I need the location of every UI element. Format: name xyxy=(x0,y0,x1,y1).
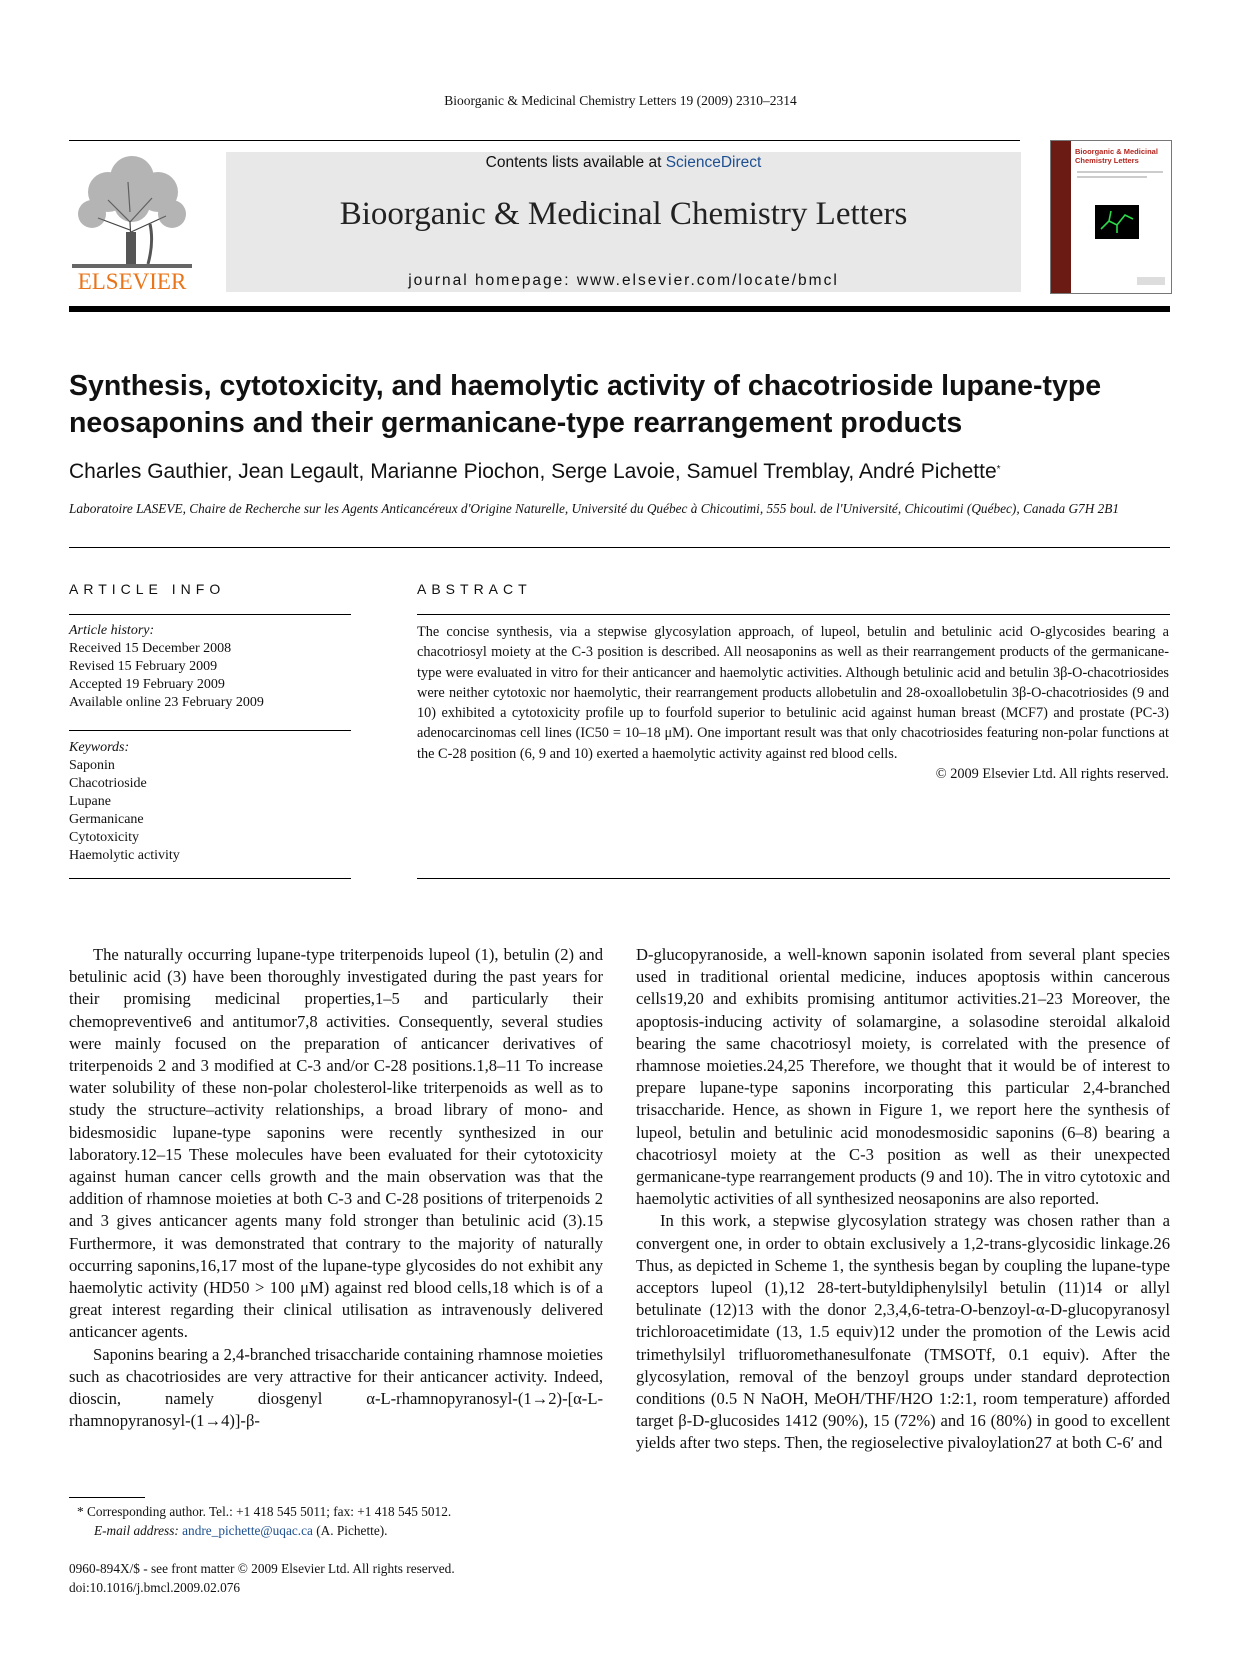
body-column-right xyxy=(636,944,1170,1455)
header-bottom-rule xyxy=(69,306,1170,312)
journal-cover-thumbnail xyxy=(1050,140,1172,294)
footnote-rule xyxy=(69,1497,145,1498)
elsevier-wordmark: ELSEVIER xyxy=(77,269,187,292)
header-top-rule xyxy=(69,140,1020,141)
abstract-text: The concise synthesis, via a stepwise glycosylation approach, of lupeol, betulin and betulinic acid O-glycosides bearing a chacotriosyl moiety at the C-3 position is described. All neosaponins as well as their rearrangement products of the germanicane-type were evaluated in vitro for their anticancer and haemolytic activities. Although betulinic acid and betulin 3β-O-chacotriosides were neither cytotoxic nor haemolytic, their rearrangement products allobetulin and 28-oxoallobetulin 3β-O-chacotriosides (9 and 10) exhibited a cytotoxicity profile up to fourfold superior to betulinic acid against human breast (MCF7) and prostate (PC-3) adenocarcinomas cell lines (IC50 = 10–18 μM). One important result was that only chacotriosides featuring non-polar functions at the C-28 position (6, 9 and 10) exerted a haemolytic activity against red blood cells. xyxy=(417,624,1169,762)
journal-homepage[interactable]: journal homepage: www.elsevier.com/locate/bmcl xyxy=(408,272,839,289)
footnote-mark: * xyxy=(77,1504,84,1519)
email-suffix: (A. Pichette). xyxy=(316,1522,388,1538)
article-identifiers xyxy=(69,1560,629,1597)
article-history xyxy=(69,622,351,712)
keyword-item: Cytotoxicity xyxy=(69,830,139,845)
body-paragraph: Saponins bearing a 2,4-branched trisaccharide containing rhamnose moieties such as chacotriosides are very attractive for their anticancer activity. Indeed, dioscin, namely diosgenyl α-L-rhamnopyranosyl-(1→2)-[α-L-rhamnopyranosyl-(1→4)]-β- xyxy=(69,1344,603,1431)
footnote xyxy=(77,1503,597,1540)
article-info-heading: ARTICLE INFO xyxy=(69,581,226,597)
keywords-label: Keywords: xyxy=(69,740,130,755)
history-revised: Revised 15 February 2009 xyxy=(69,659,218,674)
article-info-rule xyxy=(69,614,351,615)
keywords xyxy=(69,739,351,865)
footnote-corresponding xyxy=(77,1503,597,1522)
article-title: Synthesis, cytotoxicity, and haemolytic activity of chacotrioside lupane-type neosaponins and their germanicane-type rearrangement products xyxy=(69,370,1102,439)
body-paragraph: The naturally occurring lupane-type triterpenoids lupeol (1), betulin (2) and betulinic acid (3) have been thoroughly investigated during the past years for their promising medicinal properties,1–5 and particularly their chemopreventive6 and antitumor7,8 activities. Consequently, several studies were mainly focused on the preparation of anticancer derivatives of triterpenoids 2 and 3 modified at C-3 and/or C-28 positions.1,8–11 To increase water solubility of these non-polar cholesterol-like triterpenoids as well as to study the structure–activity relationships, a broad library of mono- and bidesmosidic lupane-type saponins were recently synthesized in our laboratory.12–15 These molecules have been evaluated for their cytotoxicity against human cancer cells growth and the main observation was that the addition of rhamnose moieties at both C-3 and C-28 positions of triterpenoids 2 and 3 gives anticancer agents many fold stronger than betulinic acid (3).15 Furthermore, it was demonstrated that contrary to the majority of naturally occurring saponins,16,17 most of the lupane-type glycosides do not exhibit any haemolytic activity (HD50 > 100 μM) against red blood cells,18 which is of a great interest regarding their clinical utilisation as intravenously delivered anticancer agents. xyxy=(69,945,603,1342)
keywords-rule xyxy=(69,878,351,879)
keyword-item: Chacotrioside xyxy=(69,776,147,791)
contents-line xyxy=(226,154,1021,172)
elsevier-logo xyxy=(68,152,196,292)
email-label: E-mail address: xyxy=(94,1522,179,1538)
keyword-item: Saponin xyxy=(69,758,115,773)
cover-title: Bioorganic & Medicinal Chemistry Letters xyxy=(1075,147,1158,165)
footnote-corresponding-text: Corresponding author. Tel.: +1 418 545 5011; fax: +1 418 545 5012. xyxy=(86,1504,452,1519)
body-paragraph: D-glucopyranoside, a well-known saponin isolated from several plant species used in traditional oriental medicine, induces apoptosis within cancerous cells19,20 and exhibits promising antitumor activities.21–23 Moreover, the apoptosis-inducing activity of solamargine, a solasodine steroidal alkaloid bearing the same chacotriosyl moiety, is correlated with the presence of rhamnose moieties.24,25 Therefore, we thought that it would be of interest to prepare lupane-type saponins incorporating this particular 2,4-branched trisaccharide. Hence, as shown in Figure 1, we report here the synthesis of lupeol, betulin and betulinic acid monodesmosidic saponins (6–8) bearing a chacotriosyl moiety at the C-3 position as well as their unexpected germanicane-type rearrangement products (9 and 10). The in vitro cytotoxic and haemolytic activities of all synthesized neosaponins are also reported. xyxy=(636,945,1170,1209)
history-label: Article history: xyxy=(69,623,155,638)
history-rule xyxy=(69,730,351,731)
author-corresponding-mark: * xyxy=(996,464,1001,475)
journal-reference: Bioorganic & Medicinal Chemistry Letters 19 (2009) 2310–2314 xyxy=(444,93,797,108)
cover-molecule-image xyxy=(1095,205,1139,239)
keyword-item: Lupane xyxy=(69,794,111,809)
history-accepted: Accepted 19 February 2009 xyxy=(69,677,225,692)
abstract-copyright: © 2009 Elsevier Ltd. All rights reserved. xyxy=(935,766,1169,783)
authors-text: Charles Gauthier, Jean Legault, Marianne Piochon, Serge Lavoie, Samuel Tremblay, André Pichette xyxy=(69,460,997,483)
history-online: Available online 23 February 2009 xyxy=(69,695,264,710)
abstract-bottom-rule xyxy=(417,878,1170,879)
keyword-item: Germanicane xyxy=(69,812,144,827)
body-column-left xyxy=(69,944,603,1432)
abstract-block xyxy=(417,622,1169,784)
journal-name: Bioorganic & Medicinal Chemistry Letters xyxy=(339,196,908,232)
affiliation: Laboratoire LASEVE, Chaire de Recherche sur les Agents Anticancéreux d'Origine Naturelle, Université du Québec à Chicoutimi, 555 boul. de l'Université, Chicoutimi (Québec), Canada G7H 2B1 xyxy=(69,501,1120,516)
doi-line[interactable]: doi:10.1016/j.bmcl.2009.02.076 xyxy=(69,1579,241,1595)
footnote-email-line xyxy=(77,1522,597,1541)
body-paragraph: In this work, a stepwise glycosylation strategy was chosen rather than a convergent one, in order to obtain exclusively a 1,2-trans-glycosidic linkage.26 Thus, as depicted in Scheme 1, the synthesis began by coupling the lupane-type acceptors lupeol (1),12 28-tert-butyldiphenylsilyl betulin (11)14 or allyl betulinate (12)13 with the donor 2,3,4,6-tetra-O-benzoyl-α-D-glucopyranosyl trichloroacetimidate (13, 1.5 equiv)12 under the promotion of the Lewis acid trimethylsilyl trifluoromethanesulfonate (TMSOTf, 0.1 equiv). After the glycosylation, removal of the benzoyl groups under standard deprotection conditions (0.5 N NaOH, MeOH/THF/H2O 1:2:1, room temperature) afforded target β-D-glucosides 1412 (90%), 15 (72%) and 16 (80%) in good to excellent yields after two steps. Then, the regioselective pivaloylation27 at both C-6′ and xyxy=(636,1211,1170,1453)
history-received: Received 15 December 2008 xyxy=(69,641,232,656)
abstract-heading: ABSTRACT xyxy=(417,581,532,597)
affiliation-rule xyxy=(69,547,1170,548)
email-link[interactable]: andre_pichette@uqac.ca xyxy=(182,1522,313,1538)
abstract-top-rule xyxy=(417,614,1170,615)
contents-prefix: Contents lists available at xyxy=(485,154,662,171)
keyword-item: Haemolytic activity xyxy=(69,848,180,863)
issn-line: 0960-894X/$ - see front matter © 2009 Elsevier Ltd. All rights reserved. xyxy=(69,1561,455,1576)
author-list xyxy=(69,460,1179,484)
sciencedirect-link[interactable]: ScienceDirect xyxy=(665,154,762,171)
